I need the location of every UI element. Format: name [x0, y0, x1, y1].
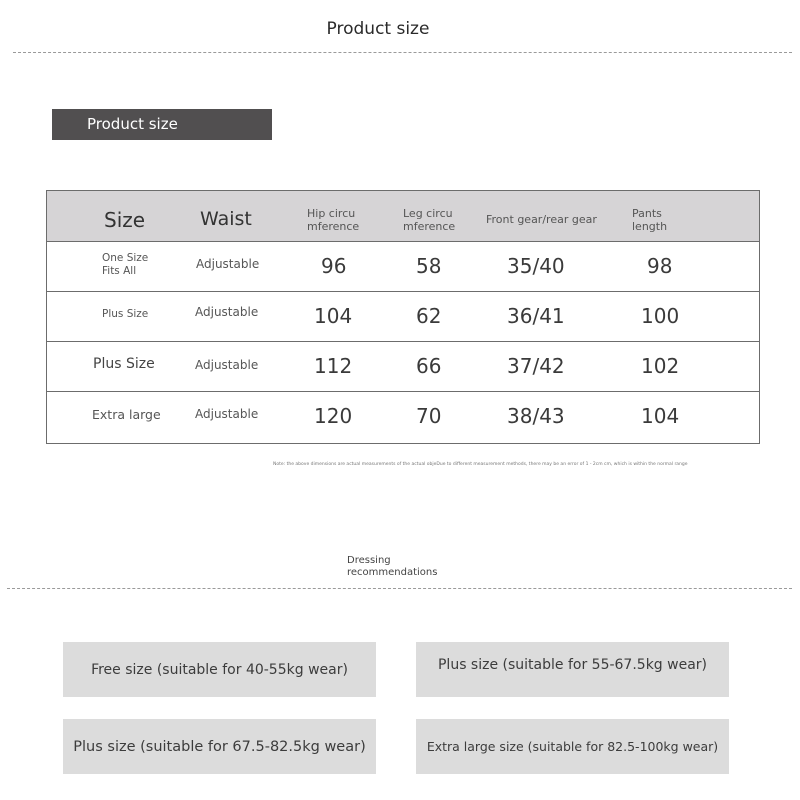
cell-waist: Adjustable	[196, 257, 260, 271]
recommendation-card: Plus size (suitable for 55-67.5kg wear)	[416, 642, 729, 697]
recommendation-card: Plus size (suitable for 67.5-82.5kg wear)	[63, 719, 376, 774]
cell-gear: 36/41	[507, 304, 565, 328]
cell-pants: 100	[641, 304, 680, 328]
table-row	[47, 242, 759, 292]
dressing-label: Dressing recommendations	[347, 555, 438, 578]
header-hip: Hip circu mference	[307, 207, 360, 233]
size-table	[46, 190, 760, 444]
cell-pants: 98	[647, 254, 673, 278]
table-header	[47, 191, 759, 242]
cell-gear: 37/42	[507, 354, 565, 378]
cell-size: One Size Fits All	[102, 252, 149, 277]
cell-leg: 62	[416, 304, 442, 328]
cell-leg: 70	[416, 404, 442, 428]
cell-leg: 66	[416, 354, 442, 378]
cell-pants: 104	[641, 404, 680, 428]
cell-waist: Adjustable	[195, 358, 259, 372]
header-leg: Leg circu mference	[403, 207, 456, 233]
cell-size: Extra large	[92, 407, 161, 422]
table-row	[47, 391, 759, 443]
measurement-note: Note: the above dimensions are actual measurements of the actual objeDue to different measurement methods, there may be an error of 1 - 2cm cm, which is within the normal range	[273, 462, 688, 467]
header-gear: Front gear/rear gear	[486, 213, 597, 226]
header-size: Size	[104, 208, 146, 232]
section-label: Product size	[52, 109, 272, 140]
dressing-divider	[7, 588, 792, 589]
cell-hip: 120	[314, 404, 353, 428]
table-row	[47, 291, 759, 341]
cell-pants: 102	[641, 354, 680, 378]
cell-waist: Adjustable	[195, 305, 259, 319]
cell-hip: 112	[314, 354, 353, 378]
header-waist: Waist	[200, 208, 252, 230]
cell-waist: Adjustable	[195, 407, 259, 421]
cell-size: Plus Size	[102, 308, 149, 320]
recommendation-card: Extra large size (suitable for 82.5-100kg wear)	[416, 719, 729, 774]
recommendation-card: Free size (suitable for 40-55kg wear)	[63, 642, 376, 697]
header-pants: Pants length	[632, 207, 668, 233]
table-row	[47, 341, 759, 391]
page-title: Product size	[326, 19, 430, 39]
cell-gear: 35/40	[507, 254, 565, 278]
header-divider	[13, 52, 792, 53]
cell-leg: 58	[416, 254, 442, 278]
cell-size: Plus Size	[93, 356, 155, 372]
cell-hip: 96	[321, 254, 347, 278]
cell-hip: 104	[314, 304, 353, 328]
cell-gear: 38/43	[507, 404, 565, 428]
